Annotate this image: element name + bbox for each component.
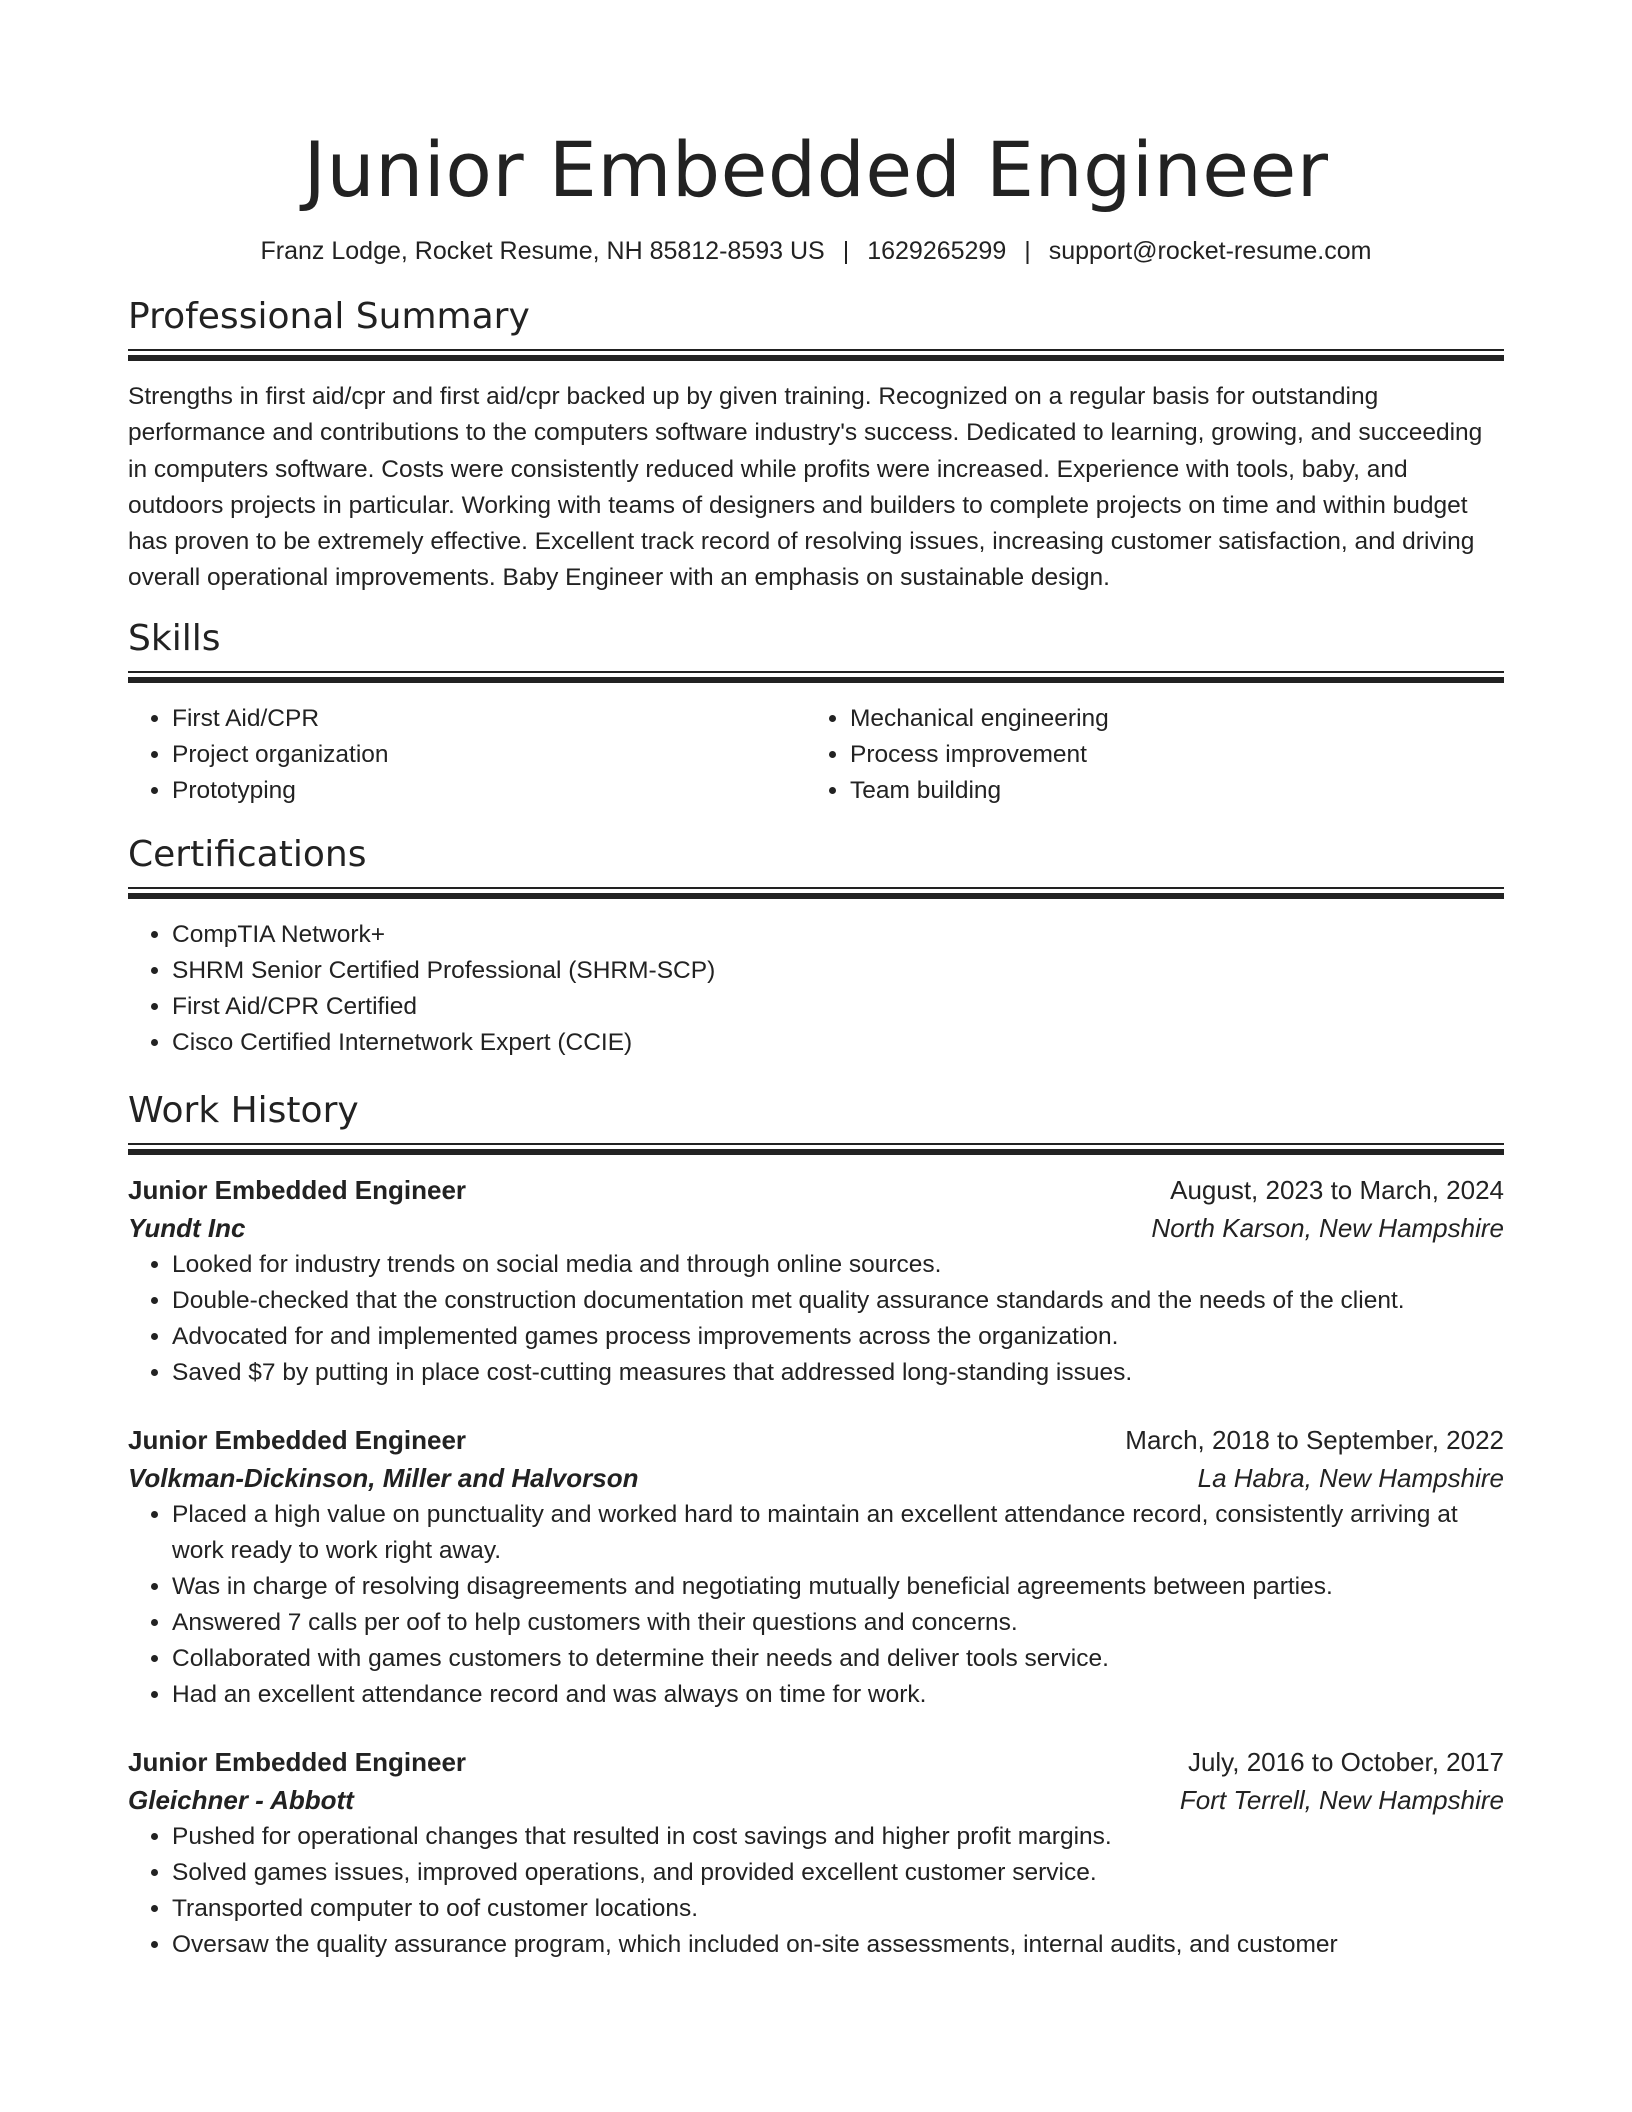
skills-heading: Skills [128, 617, 221, 659]
job-title: Junior Embedded Engineer [128, 1174, 467, 1205]
contact-email[interactable]: support@rocket-resume.com [1048, 237, 1372, 265]
job-bullets [128, 1819, 1504, 1963]
certifications-list [128, 917, 1504, 1061]
job-company: Gleichner - Abbott [128, 1784, 354, 1815]
skill-item: • Process improvement [850, 737, 1484, 773]
skill-item: • Team building [850, 773, 1484, 809]
skills-list [128, 701, 1504, 809]
section-divider [128, 671, 1504, 683]
work-history-heading: Work History [128, 1089, 359, 1131]
job-company: Yundt Inc [128, 1212, 246, 1243]
certification-item: • First Aid/CPR Certified [172, 989, 1504, 1025]
job-bullet: • Double-checked that the construction documentation met quality assurance standards and the needs of the client. [172, 1283, 1504, 1319]
job-entry [128, 1743, 1504, 1963]
summary-heading: Professional Summary [128, 296, 530, 337]
summary-text: Strengths in first aid/cpr and first aid/cpr backed up by given training. Recognized on a regular basis for outstanding performance and contributions to the computers software industry's success. Dedicated to learning, growing, and succeeding in computers software. Costs were consistently reduced while profits were increased. Experience with tools, baby, and outdoors projects in particular. Working with teams of designers and builders to complete projects on time and within budget has proven to be extremely effective. Excellent track record of resolving issues, increasing customer satisfaction, and driving overall operational improvements. Baby Engineer with an emphasis on sustainable design. [128, 383, 1483, 592]
skills-column-left [128, 701, 806, 809]
job-bullet: • Had an excellent attendance record and was always on time for work. [172, 1677, 1504, 1713]
job-location: North Karson, New Hampshire [1151, 1212, 1504, 1243]
job-bullet: • Pushed for operational changes that resulted in cost savings and higher profit margins. [172, 1819, 1504, 1855]
skill-item: • Prototyping [172, 773, 806, 809]
job-subheader [128, 1209, 1504, 1247]
skill-item: • First Aid/CPR [172, 701, 806, 737]
skills-column-right [806, 701, 1484, 809]
job-title: Junior Embedded Engineer [128, 1424, 467, 1455]
skill-item: • Mechanical engineering [850, 701, 1484, 737]
job-location: La Habra, New Hampshire [1197, 1462, 1504, 1493]
contact-separator: | [1024, 237, 1031, 265]
job-company: Volkman-Dickinson, Miller and Halvorson [128, 1462, 639, 1493]
job-header [128, 1171, 1504, 1209]
section-divider [128, 887, 1504, 899]
resume-page [128, 0, 1504, 1963]
job-entry [128, 1421, 1504, 1713]
job-subheader [128, 1459, 1504, 1497]
work-history-section [128, 1089, 1504, 1963]
certification-item: • Cisco Certified Internetwork Expert (CCIE) [172, 1025, 1504, 1061]
job-header [128, 1743, 1504, 1781]
job-title: Junior Embedded Engineer [128, 1746, 467, 1777]
certification-item: • SHRM Senior Certified Professional (SHRM-SCP) [172, 953, 1504, 989]
job-dates: March, 2018 to September, 2022 [1125, 1424, 1504, 1455]
job-bullet: • Transported computer to oof customer locations. [172, 1891, 1504, 1927]
job-entry [128, 1171, 1504, 1391]
job-bullet: • Collaborated with games customers to determine their needs and deliver tools service. [172, 1641, 1504, 1677]
job-bullet: • Oversaw the quality assurance program, which included on-site assessments, internal audits, and customer [172, 1927, 1504, 1963]
job-bullets [128, 1247, 1504, 1391]
summary-section [128, 295, 1504, 597]
skills-section [128, 617, 1504, 809]
contact-phone: 1629265299 [867, 237, 1007, 265]
job-bullets [128, 1497, 1504, 1713]
certifications-heading: Certifications [128, 833, 367, 875]
job-bullet: • Placed a high value on punctuality and worked hard to maintain an excellent attendance record, consistently arriving at work ready to work right away. [172, 1497, 1504, 1569]
job-bullet: • Was in charge of resolving disagreements and negotiating mutually beneficial agreements between parties. [172, 1569, 1504, 1605]
resume-name: Junior Embedded Engineer [303, 125, 1329, 214]
job-dates: August, 2023 to March, 2024 [1170, 1174, 1504, 1205]
certifications-section [128, 833, 1504, 1061]
section-divider [128, 1143, 1504, 1155]
job-location: Fort Terrell, New Hampshire [1179, 1784, 1504, 1815]
contact-line [128, 236, 1504, 266]
contact-address: Franz Lodge, Rocket Resume, NH 85812-8593 US [260, 237, 825, 265]
job-bullet: • Answered 7 calls per oof to help customers with their questions and concerns. [172, 1605, 1504, 1641]
contact-separator: | [842, 237, 850, 265]
job-subheader [128, 1781, 1504, 1819]
certification-item: • CompTIA Network+ [172, 917, 1504, 953]
section-divider [128, 349, 1504, 361]
job-bullet: • Looked for industry trends on social media and through online sources. [172, 1247, 1504, 1283]
skill-item: • Project organization [172, 737, 806, 773]
job-bullet: • Saved $7 by putting in place cost-cutting measures that addressed long-standing issues. [172, 1355, 1504, 1391]
job-header [128, 1421, 1504, 1459]
job-bullet: • Advocated for and implemented games process improvements across the organization. [172, 1319, 1504, 1355]
job-bullet: • Solved games issues, improved operations, and provided excellent customer service. [172, 1855, 1504, 1891]
job-dates: July, 2016 to October, 2017 [1187, 1746, 1504, 1777]
